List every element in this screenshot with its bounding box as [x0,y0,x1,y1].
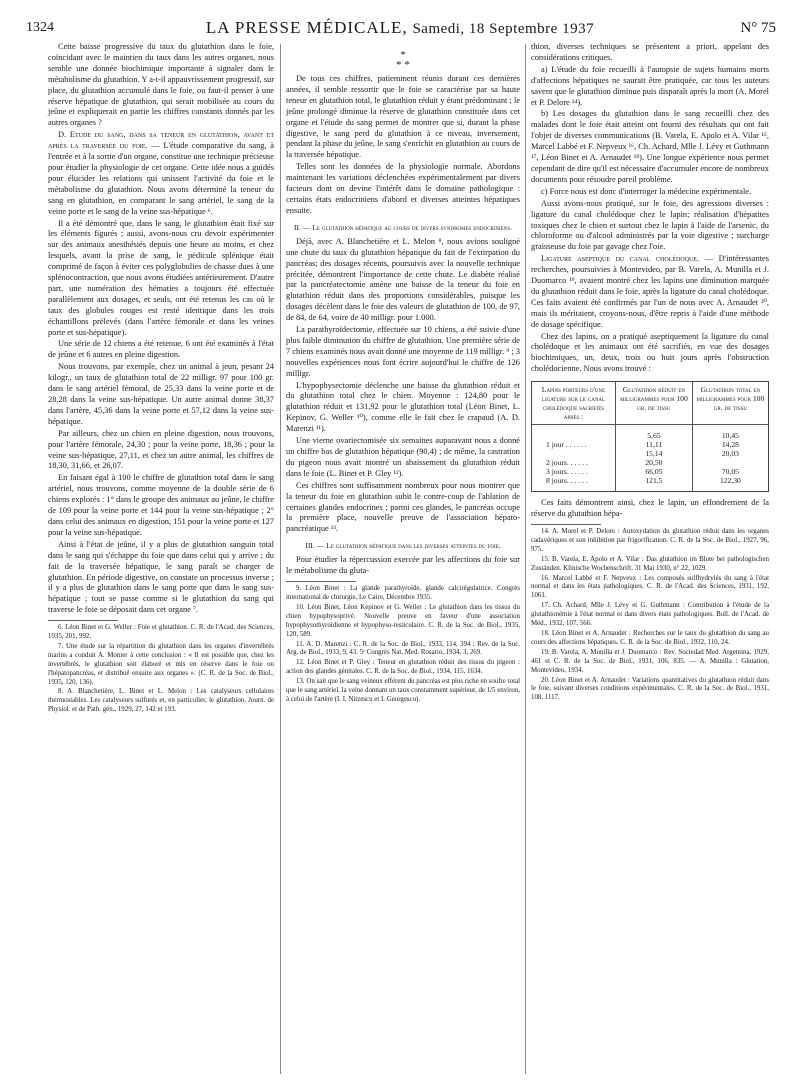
table-cell: 20,03 [721,449,739,459]
paragraph: Chez des lapins, on a pratiqué aseptiquement la ligature du canal cholédoque et les animaux ont été sacrifiés, en vue des dosages biochimiques, un, deux, trois ou huit jours après l'obstruction cholédocienne. Nous avons trouvé : [531,331,769,374]
footnote: 9. Léon Binet : La glande parathyroïde, glande calcirégulatrice. Congrès international de chirurgie, Le Caire, Décembre 1935. [286,585,520,601]
journal-title-line [0,18,800,38]
table-row [532,449,768,458]
paragraph: L'hypophysectomie déclenche une baisse du glutathion réduit et du glutathion total chez le chien. Moyenne : 124,80 pour le glutathion réduit et 131,92 pour le glutathion total (Léon Binet, L. Kepinov, G. Weller ¹⁰), comme elle le fait chez le crapaud (A. D. Marenzi ¹¹). [286,380,520,434]
paragraph: Par ailleurs, chez un chien en pleine digestion, nous trouvons, pour l'artère fémorale, 24,30 ; pour la veine porte, 18,36 ; pour la veine sus-hépatique, 27,11, et chez un autre animal, les chiffres de 18,30, 31,66, et 26,07. [48,428,274,471]
footnote: 15. B. Varela, E. Apolo et A. Vilar : Das glutathion im Blute bei pathologischen Zuständen. Klinische Wochenschrift, 31 Mai 1930, n° 22, 1029. [531,555,769,572]
footnote: 12. Léon Binet et P. Gley : Teneur en glutathion réduit des tissus du pigeon : action des glandes génitales. C. R. de la Soc. de Biol., 1934, 115, 1634. [286,659,520,676]
footnote-rule [286,581,356,582]
paragraph: Il a été démontré que, dans le sang, le glutathion était fixé sur les éléments figurés ; aussi, avons-nous cru devoir expérimenter sur des animaux anesthésiés depuis une heure au moins, et chez lesquels, avant la prise de sang, le pédicule splénique était comprimé de façon à éviter ces polyglobulies de chasse dues à une splénocontraction, que nous avons étudiées antérieurement. D'autre part, une numération des hématies a toujours été effectuée parallèlement aux dosages, et seuls, ont été retenus les cas où le taux des globules rouges est resté identique dans les trois échantillons prélevés (dans l'artère fémorale et dans les veines porte et sus-hépatique). [48,218,274,337]
paragraph: Une vierne ovariectomisée six semaines auparavant nous a donné un chiffre bas de glutathion hépatique (90,4) ; de même, la castration du pigeon nous avait montré un abaissement du glutathion réduit dans le foie (L. Binet et P. Gley ¹²). [286,436,520,478]
section-lead: Ligature aseptique du canal cholédoque. [541,254,700,264]
paragraph-text: — D'intéressantes recherches, poursuivies à Montevideo, par B. Varela, A. Munilla et J. Duomarco ¹⁹, avaient montré chez les lapins une diminution marquée du glutathion réduit dans le foie, après la ligature du canal cholédoque. Ces faits avaient été confirmés par l'un de nous avec A. Arnaudet ²⁰, mais ils méritaient, croyons-nous, d'être repris à l'aide d'une méthode de dosage spécifique. [531,254,769,329]
paragraph [531,254,769,330]
table-cell: 10,45 [721,431,739,441]
paragraph: a) L'étude du foie recueilli à l'autopsie de sujets humains morts d'affections hépatiques ne saurait être pratiquée, car tous les auteurs savent que le glutathion diminue puis disparaît après la mort (A. Morel et P. Delore ¹⁴). [531,64,769,107]
table-cell: 15,14 [616,449,693,458]
issue-date: Samedi, 18 Septembre 1937 [412,21,595,37]
table-cell: 1 jour . . . . . . [532,440,616,449]
paragraph: Nous trouvons, par exemple, chez un animal à jeun, pesant 24 kilogr., un taux de glutathion total de 22 milligr. 97 pour 100 gr. dans le sang artériel fémoral, de 25,33 dans la veine porte et de 28,28 dans la veine sus-hépatique. Un autre animal donne 38,37 dans l'artère, 45,36 dans la veine porte et 57,12 dans la veine sus-hépatique. [48,362,274,426]
section-lead: D. Etude du sang, dans sa teneur en glutathion, avant et après la traversée du foie. [48,130,274,151]
footnote: 20. Léon Binet et A. Arnaudet : Variations quantitatives du glutathion réduit dans le foie, suivant diverses conditions expérimentales. C. R. de la Soc. de Biol., 1931, 108, 1117. [531,676,769,702]
table-cell: 20,50 [616,458,693,467]
table-cell: 122,30 [719,476,741,486]
paragraph: c) Force nous est donc d'interroger la médecine expérimentale. [541,186,752,196]
column-right [531,42,769,704]
paragraph: Une série de 12 chiens a été retenue, 6 ont été examinés à l'état de jeûne et 6 autres en pleine digestion. [48,339,274,360]
table-cell [532,425,616,441]
paragraph: Déjà, avec A. Blanchetière et L. Melon ⁸, nous avions souligné une chute du taux du glutathion hépatique du fait de l'extirpation du pancréas; des dosages récents, poursuivis avec la nouvelle technique précitée, démontrent l'importance de cette chute. Le diabète réalisé par la pancréatectomie amène une baisse de la teneur du foie en glutathion réduit dans des proportions considérables, puisque les dosages décèlent dans le foie des valeurs de glutathion de 100, de 97, de 84, de 64, voire de 40 milligr. pour 1.000. [286,236,520,323]
footnote: 14. A. Morel et P. Delore : Autoxydation du glutathion réduit dans les organes cadavériques et son inhibition par frigorification. C. R. de la Soc. de Biol., 1927, 96, 975. [531,528,769,553]
page-number: 1324 [26,20,54,35]
paragraph: thion, diverses techniques se présentent a priori, appelant des considérations critiques. [531,42,769,62]
paragraph: De tous ces chiffres, patiemment réunis durant ces dernières années, il semble ressortir que le foie se caractérise par sa haute teneur en glutathion total, le glutathion réduit y étant prédominant ; le jeûne prolongé diminue la réserve de glutathion constituée dans cet organe et l'étude du sang permet de montrer que si, durant la phase digestive, le sang perd du glutathion à ce niveau, inversement, pendant la phase du jeûne, le sang s'enrichit en glutathion au cours de la traversée hépatique. [286,74,520,160]
column-left [48,42,274,716]
table-cell: 121,5 [616,476,693,491]
table-header: Glutathion réduit en milligrammes pour 100 gr. de tissu [616,382,693,425]
section-separator-stars: * * * [396,49,410,71]
footnote: 6. Léon Binet et G. Weller : Foie et glutathion. C. R. de l'Acad. des Sciences, 1935, 201, 992. [48,624,274,641]
paragraph: Ces faits démontrent ainsi, chez le lapin, un effondrement de la réserve du glutathion hépa- [531,498,769,519]
table-header: Glutathion total en milligrammes pour 100 gr. de tissu [692,382,768,425]
paragraph-text: — L'étude comparative du sang, à l'entrée et à la sortie d'un organe, constitue une technique précieuse pour étudier la physiologie de cet organe. Cette idée nous a guidés pour élucider les relations qui unissent l'activité du foie et le métabolisme du glutathion. Nous avons déterminé la teneur du sang en glutathion, en comparant le sang artériel, le sang de la veine porte et le sang de la veine sus-hépatique ⁶. [48,141,274,216]
paragraph [48,130,274,217]
journal-name: LA PRESSE MÉDICALE, [205,18,408,37]
footnote: 16. Marcel Labbé et F. Nepveux : Les composés sulfhydrylés du sang à l'état normal et dans les états pathologiques. C. R. de l'Acad. des Sciences, 1931, 192, 1061. [531,574,769,600]
footnote-rule [531,524,601,525]
table-cell: 5,65 [616,425,693,441]
paragraph: Aussi avons-nous pratiqué, sur le foie, des agressions diverses : ligature du canal cholédoque chez le lapin; réalisation d'hépatites toxiques chez le chien et surtout chez le lapin à l'aide de l'arsenic, du chloroforme ou d'alcool administrés par la voie digestive ; surcharge graisseuse du foie par gavage chez l'oie. [531,198,769,252]
section-heading: III. — Le glutathion hépatique dans les diverses atteintes du foie. [305,541,501,551]
paragraph: Ainsi à l'état de jeûne, il y a plus de glutathion sanguin total dans le sang qui s'échappe du foie que dans celui qui y arrive ; du fait de la traversée hépatique, le sang paraît se charger de glutathion. En période digestive, on constate un processus inverse ; il y a plus de glutathion dans le sang porte que dans le sang sus-hépatique ; tout se passe comme si le glutathion du sang qui traverse le foie se déposait dans cet organe ⁷. [48,539,274,615]
table-row [532,467,768,476]
footnote-rule [48,620,118,621]
footnote: 18. Léon Binet et A. Arnaudet : Recherches sur le taux du glutathion du sang au cours des affections hépatiques. C. R. de la Soc. de Biol., 1932, 110, 24. [531,629,769,646]
page-header [0,0,800,42]
table-cell: 66,05 [616,467,693,476]
column-middle [286,42,520,706]
table-cell [532,449,616,458]
table-cell [692,458,768,467]
footnote: 13. On sait que le sang veineux efférent du pancréas est plus riche en soufre total que le sang artériel, la veine donnant un taux constamment supérieur, de 1/5 environ, à celui de l'artère (I. I. Nitzescu et I. Georgescu). [286,678,520,703]
footnote: 17. Ch. Achard, Mlle J. Lévy et G. Guthmann : Contribution à l'étude de la glutathionémie à l'état normal et dans divers états pathologiques. Bull. de l'Acad. de Méd., 1932, 107, 566. [531,602,769,628]
paragraph: Ces chiffres sont suffisamment nombreux pour nous montrer que la teneur du foie en glutathion subit le contre-coup de l'ablation de certaines glandes endocrines ; parmi ces glandes, le pancréas occupe la première place, nouvelle preuve de l'association hépato-pancréatique ¹³. [286,480,520,534]
paragraph: Pour étudier la répercussion exercée par les affections du foie sur le métabolisme du gluta- [286,555,520,576]
results-table [531,381,769,492]
table-row [532,458,768,467]
footnote: 7. Une étude sur la répartition du glutathion dans les organes d'invertébrés marins a conduit A. Monier à cette conclusion : « Il est possible que, chez les invertébrés, le glutathion soit élaboré et mis en réserve dans le foie ou l'hépatopancréas, et distribué ensuite aux organes ». (C. R. de la Soc. de Biol., 1935, 120, 136). [48,642,274,686]
paragraph: Cette baisse progressive du taux du glutathion dans le foie, coïncidant avec le maintien du taux dans les autres organes, nous semble une donnée biochimique importante à signaler dans le métabolisme du glutathion. Y a-t-il appauvrissement progressif, sur place, du glutathion accumulé dans le foie, ou faut-il penser à une réserve hépatique de glutathion, qui serait mobilisée au cours du jeûne et expliquerait en partie les chiffres constants donnés par les autres organes ? [48,42,274,128]
table-cell: 11,11 [616,440,693,449]
table-cell: 70,05 [721,467,739,477]
table-cell: 14,28 [721,440,739,450]
paragraph: En faisant égal à 100 le chiffre de glutathion total dans le sang artériel, nous trouvons, comme moyenne de la double série de 6 chiens explorés : 1° dans le groupe des animaux au jeûne, le chiffre de 109 pour la veine porte et 144 pour la veine sus-hépatique ; 2° dans celui des animaux en digestion, 151 pour la veine porte et 127 pour la veine sus-hépatique. [48,473,274,537]
paragraph: La parathyroïdectomie, effectuée sur 10 chiens, a été suivie d'une plus faible diminution du chiffre de glutathion. Une première série de 7 chiens examinés nous avait donné une moyenne de 119 milligr. ⁹ ; 3 nouvelles expériences nous font écrire aujourd'hui le chiffre de 126 milligr. [286,325,520,378]
table-header: Lapins porteurs d'une ligature sur le canal cholédoque sacrifiés après : [532,382,616,425]
column-divider [280,44,281,1074]
table-row [532,476,768,491]
footnote: 19. B. Varela, A. Munilla et J. Duomarco : Rev. Sociedad Med. Argentina, 1929, 461 et C. R. de la Soc. de Biol., 1931, 106, 835. — A. Munilla : Glutation, Montevideo, 1934. [531,648,769,674]
paragraph: Telles sont les données de la physiologie normale. Abordons maintenant les variations déclenchées expérimentalement par divers facteurs dont on devine l'intérêt dans le domaine pathologique : certains états endocriniens d'abord et diverses atteintes hépatiques ensuite. [286,162,520,215]
table-cell: 8 jours. . . . . . [532,476,616,491]
footnote: 11. A. D. Marenzi : C. R. de la Soc. de Biol., 1933, 114, 394 ; Rev. de la Soc. Arg. de Biol., 1933, 9, 43. 5ᵉ Congrès Nat. Med. Rosario, 1934, 3, 269. [286,640,520,657]
table-cell: 2 jours. . . . . . [532,458,616,467]
table-row [532,440,768,449]
section-heading: II. — Le glutathion hépatique au cours de divers syndromes endocriniens. [293,222,513,232]
footnote: 10. Léon Binet, Léon Kepinov et G. Weller : Le glutathion dans les tissus du chien hypophysoprivé. Nouvelle preuve en faveur d'une association hypophysothyroïdienne et hypophyso-testiculaire. C. R. de la Soc. de Biol., 1935, 120, 589. [286,603,520,638]
column-divider [525,44,526,1074]
footnote: 8. A. Blanchetière, L. Binet et L. Melon : Les catalyseurs cellulaires thermostables. Les catalyseurs sulfurés et, en particulier, le glutathion. Journ. de Physiol. et de Path. gén., 1929, 27, 142 et 193. [48,688,274,714]
table-row [532,425,768,441]
paragraph: b) Les dosages du glutathion dans le sang recueilli chez des malades dont le foie était atteint ont fourni des résultats qui ont fait l'objet de diverses communications (B. Varela, E. Apolo et A. Vilar ¹⁵, Marcel Labbé et F. Nepveux ¹⁶, Ch. Achard, Mlle J. Lévy et Guthmann ¹⁷, Léon Binet et A. Arnaudet ¹⁸). Une longue expérience nous permet cependant de dire qu'il est nécessaire d'accumuler encore de nombreux documents pour résoudre pareil problème. [531,109,769,184]
issue-number: N° 75 [740,20,776,36]
table-cell: 3 jours. . . . . . [532,467,616,476]
